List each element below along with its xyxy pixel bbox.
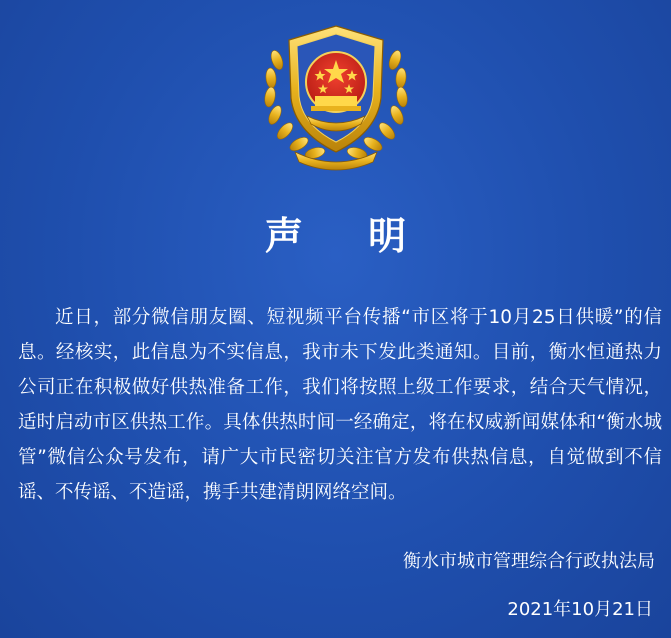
page-title: 声 明: [264, 214, 433, 258]
issue-date: 2021年10月21日: [507, 599, 653, 620]
issuing-authority: 衡水市城市管理综合行政执法局: [403, 551, 655, 572]
police-emblem-icon: [255, 20, 417, 178]
statement-body: 近日，部分微信朋友圈、短视频平台传播“市区将于10月25日供暖”的信息。经核实，此信息为不实信息，我市未下发此类通知。目前，衡水恒通热力公司正在积极做好供热准备工作，我们将按照上级工作要求，结合天气情况，适时启动市区供热工作。具体供热时间一经确定，将在权威新闻媒体和“衡水城管”微信公众号发布，请广大市民密切关注官方发布供热信息，自觉做到不信谣、不传谣、不造谣，携手共建清朗网络空间。: [18, 307, 662, 503]
